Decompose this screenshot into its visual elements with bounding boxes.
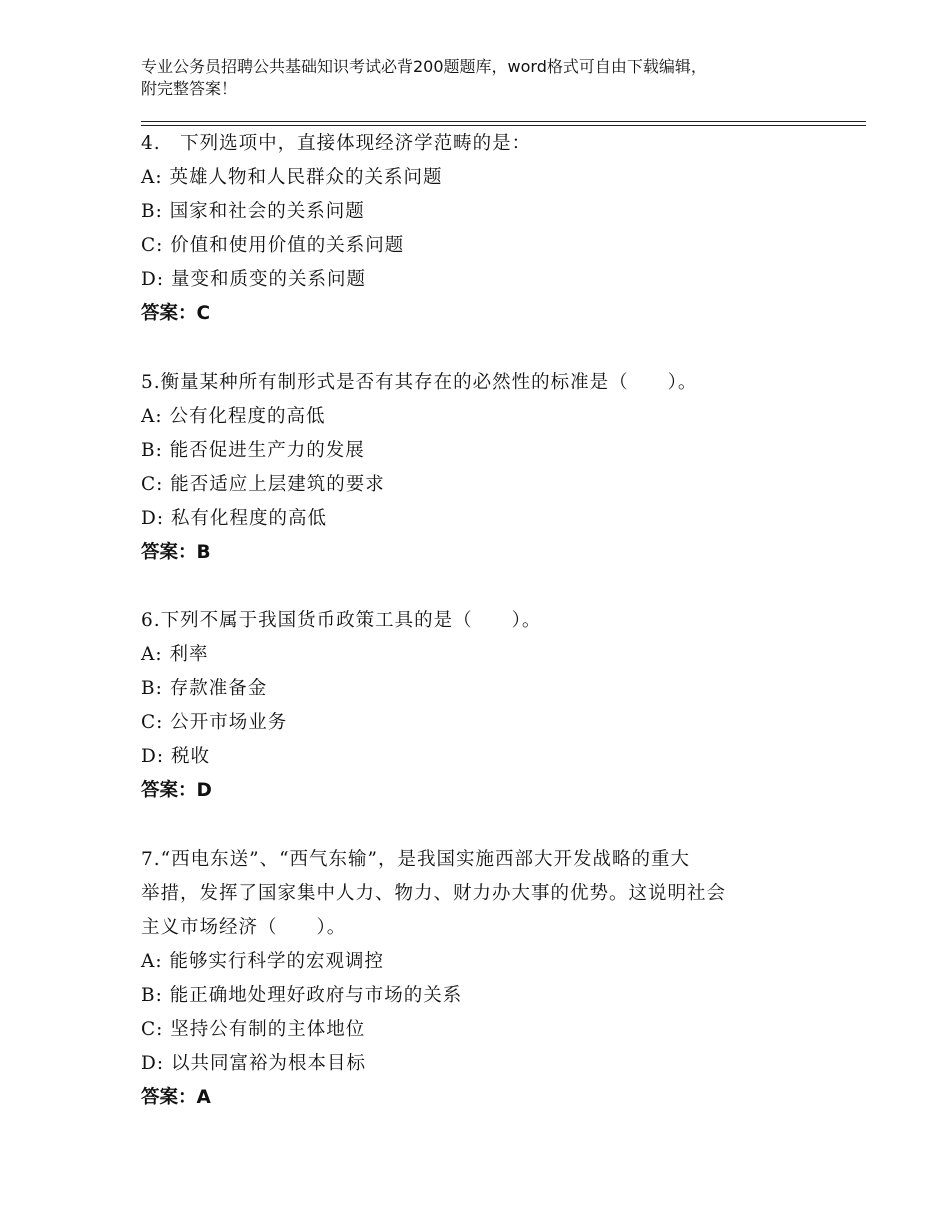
header-divider-bottom <box>141 125 866 126</box>
answer: 答案：B <box>141 542 211 563</box>
question-stem: 6.下列不属于我国货币政策工具的是（ ）。 <box>141 610 542 631</box>
answer: 答案：A <box>141 1087 211 1108</box>
option-a: A: 能够实行科学的宏观调控 <box>141 951 384 972</box>
option-d: D: 量变和质变的关系问题 <box>141 269 366 290</box>
header-line-1: 专业公务员招聘公共基础知识考试必背200题题库，word格式可自由下载编辑， <box>141 57 707 76</box>
option-a: A: 公有化程度的高低 <box>141 406 326 427</box>
question-stem-line-1: 7.“西电东送”、“西气东输”，是我国实施西部大开发战略的重大 <box>141 849 690 870</box>
option-a: A: 利率 <box>141 644 209 665</box>
question-5 <box>141 366 801 570</box>
option-d: D: 私有化程度的高低 <box>141 508 327 529</box>
header-line-2: 附完整答案！ <box>141 79 238 98</box>
question-stem: 5.衡量某种所有制形式是否有其存在的必然性的标准是（ ）。 <box>141 372 698 393</box>
answer: 答案：C <box>141 303 211 324</box>
question-stem: 4. 下列选项中，直接体现经济学范畴的是： <box>141 133 532 154</box>
option-b: B: 能正确地处理好政府与市场的关系 <box>141 985 463 1006</box>
header-divider-top <box>141 121 866 122</box>
question-4 <box>141 127 801 331</box>
option-c: C: 价值和使用价值的关系问题 <box>141 235 405 256</box>
question-6 <box>141 604 801 808</box>
option-b: B: 能否促进生产力的发展 <box>141 440 365 461</box>
question-stem-line-2: 举措，发挥了国家集中人力、物力、财力办大事的优势。这说明社会 <box>141 883 727 904</box>
option-c: C: 公开市场业务 <box>141 712 288 733</box>
option-c: C: 能否适应上层建筑的要求 <box>141 474 385 495</box>
option-d: D: 税收 <box>141 746 210 767</box>
option-b: B: 存款准备金 <box>141 678 268 699</box>
option-b: B: 国家和社会的关系问题 <box>141 201 365 222</box>
option-d: D: 以共同富裕为根本目标 <box>141 1053 366 1074</box>
question-7 <box>141 843 801 1115</box>
answer: 答案：D <box>141 780 212 801</box>
document-header <box>141 56 801 100</box>
option-c: C: 坚持公有制的主体地位 <box>141 1019 366 1040</box>
question-stem-line-3: 主义市场经济（ ）。 <box>141 917 347 938</box>
option-a: A: 英雄人物和人民群众的关系问题 <box>141 167 443 188</box>
